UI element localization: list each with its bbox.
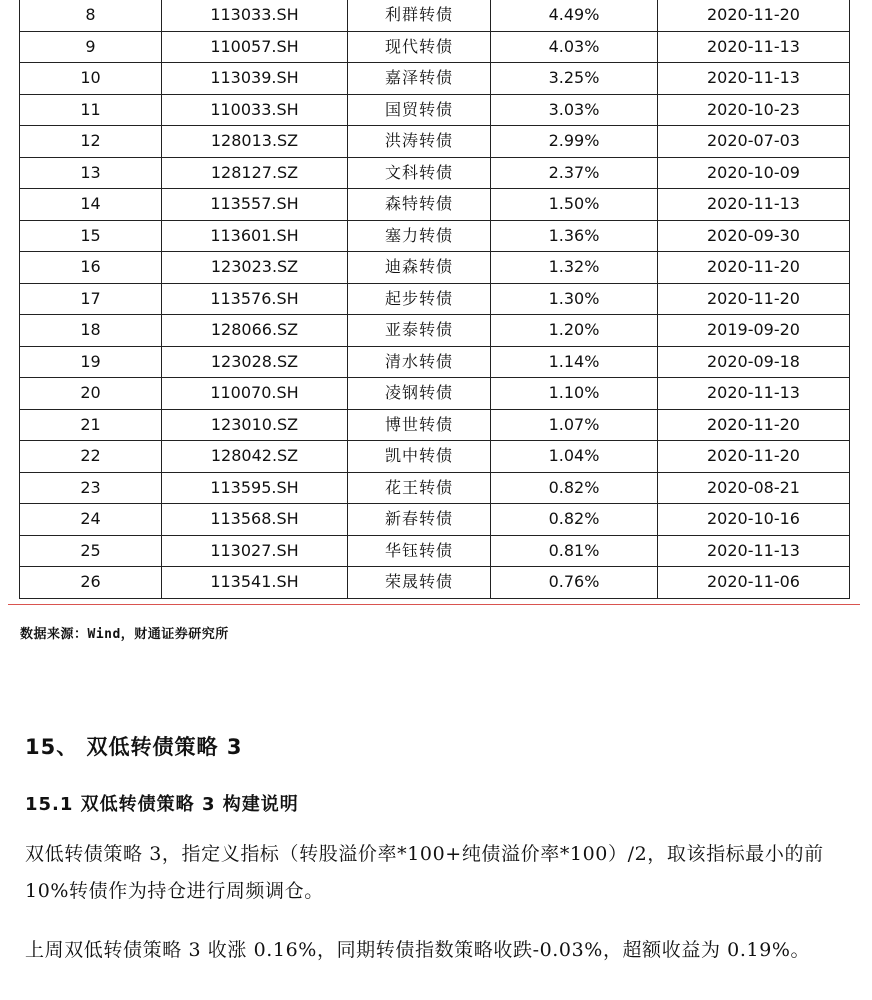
date-cell: 2020-09-18 (658, 346, 850, 378)
table-row (20, 126, 850, 158)
date-cell: 2020-11-13 (658, 63, 850, 95)
table-row (20, 472, 850, 504)
weight-cell: 1.07% (491, 409, 658, 441)
bond-name-cell: 博世转债 (348, 409, 491, 441)
table-row (20, 252, 850, 284)
bond-code-cell: 113027.SH (162, 535, 348, 567)
date-cell: 2020-07-03 (658, 126, 850, 158)
rank-cell: 13 (20, 157, 162, 189)
bond-code-cell: 113576.SH (162, 283, 348, 315)
strategy-description-paragraph: 双低转债策略 3，指定义指标（转股溢价率*100+纯债溢价率*100）/2，取该指标最小的前 10%转债作为持仓进行周频调仓。 (25, 843, 824, 902)
bond-code-cell: 113039.SH (162, 63, 348, 95)
weight-cell: 2.37% (491, 157, 658, 189)
weight-cell: 1.36% (491, 220, 658, 252)
table-row (20, 504, 850, 536)
bond-code-cell: 113541.SH (162, 567, 348, 599)
holdings-table (19, 0, 850, 599)
bond-name-cell: 荣晟转债 (348, 567, 491, 599)
rank-cell: 22 (20, 441, 162, 473)
bond-name-cell: 嘉泽转债 (348, 63, 491, 95)
bond-name-cell: 凯中转债 (348, 441, 491, 473)
weight-cell: 3.25% (491, 63, 658, 95)
bond-code-cell: 128013.SZ (162, 126, 348, 158)
bond-code-cell: 113568.SH (162, 504, 348, 536)
bond-name-cell: 利群转债 (348, 0, 491, 31)
weight-cell: 4.49% (491, 0, 658, 31)
rank-cell: 24 (20, 504, 162, 536)
table-row (20, 94, 850, 126)
weight-cell: 1.04% (491, 441, 658, 473)
weight-cell: 0.82% (491, 504, 658, 536)
bond-name-cell: 现代转债 (348, 31, 491, 63)
bond-name-cell: 清水转债 (348, 346, 491, 378)
date-cell: 2020-09-30 (658, 220, 850, 252)
rank-cell: 8 (20, 0, 162, 31)
rank-cell: 21 (20, 409, 162, 441)
date-cell: 2020-11-13 (658, 535, 850, 567)
bond-code-cell: 128042.SZ (162, 441, 348, 473)
date-cell: 2020-10-23 (658, 94, 850, 126)
subsection-heading: 15.1 双低转债策略 3 构建说明 (25, 794, 299, 815)
date-cell: 2020-11-20 (658, 252, 850, 284)
table-row (20, 31, 850, 63)
date-cell: 2020-08-21 (658, 472, 850, 504)
bond-name-cell: 塞力转债 (348, 220, 491, 252)
rank-cell: 10 (20, 63, 162, 95)
date-cell: 2020-10-09 (658, 157, 850, 189)
date-cell: 2020-10-16 (658, 504, 850, 536)
bond-name-cell: 凌钢转债 (348, 378, 491, 410)
table-row (20, 441, 850, 473)
table-row (20, 567, 850, 599)
weight-cell: 0.76% (491, 567, 658, 599)
bond-code-cell: 110057.SH (162, 31, 348, 63)
table-row (20, 157, 850, 189)
bond-code-cell: 110033.SH (162, 94, 348, 126)
table-row (20, 346, 850, 378)
weight-cell: 1.32% (491, 252, 658, 284)
weight-cell: 1.50% (491, 189, 658, 221)
date-cell: 2019-09-20 (658, 315, 850, 347)
weekly-performance-paragraph: 上周双低转债策略 3 收涨 0.16%，同期转债指数策略收跌-0.03%，超额收益为 0.19%。 (25, 939, 811, 961)
rank-cell: 14 (20, 189, 162, 221)
rank-cell: 18 (20, 315, 162, 347)
weight-cell: 1.30% (491, 283, 658, 315)
rank-cell: 12 (20, 126, 162, 158)
rank-cell: 26 (20, 567, 162, 599)
date-cell: 2020-11-20 (658, 409, 850, 441)
weight-cell: 1.20% (491, 315, 658, 347)
table-row (20, 315, 850, 347)
bond-code-cell: 123010.SZ (162, 409, 348, 441)
table-row (20, 283, 850, 315)
data-source-note: 数据来源：Wind，财通证券研究所 (20, 627, 229, 642)
bond-code-cell: 113601.SH (162, 220, 348, 252)
weight-cell: 0.82% (491, 472, 658, 504)
weight-cell: 3.03% (491, 94, 658, 126)
table-row (20, 409, 850, 441)
bond-name-cell: 森特转债 (348, 189, 491, 221)
bond-name-cell: 国贸转债 (348, 94, 491, 126)
holdings-table-body (20, 0, 850, 598)
rank-cell: 9 (20, 31, 162, 63)
rank-cell: 23 (20, 472, 162, 504)
rank-cell: 11 (20, 94, 162, 126)
bond-code-cell: 113595.SH (162, 472, 348, 504)
weight-cell: 4.03% (491, 31, 658, 63)
date-cell: 2020-11-13 (658, 31, 850, 63)
rank-cell: 20 (20, 378, 162, 410)
date-cell: 2020-11-20 (658, 441, 850, 473)
weight-cell: 2.99% (491, 126, 658, 158)
table-row (20, 0, 850, 31)
date-cell: 2020-11-13 (658, 189, 850, 221)
table-row (20, 63, 850, 95)
section-heading: 15、 双低转债策略 3 (25, 735, 243, 759)
weight-cell: 0.81% (491, 535, 658, 567)
rank-cell: 16 (20, 252, 162, 284)
bond-code-cell: 123023.SZ (162, 252, 348, 284)
bond-name-cell: 迪森转债 (348, 252, 491, 284)
rank-cell: 15 (20, 220, 162, 252)
weight-cell: 1.14% (491, 346, 658, 378)
bond-name-cell: 新春转债 (348, 504, 491, 536)
table-bottom-rule (8, 604, 860, 605)
rank-cell: 25 (20, 535, 162, 567)
bond-code-cell: 123028.SZ (162, 346, 348, 378)
date-cell: 2020-11-13 (658, 378, 850, 410)
bond-code-cell: 113033.SH (162, 0, 348, 31)
table-row (20, 535, 850, 567)
table-row (20, 378, 850, 410)
bond-name-cell: 起步转债 (348, 283, 491, 315)
date-cell: 2020-11-20 (658, 283, 850, 315)
bond-name-cell: 华钰转债 (348, 535, 491, 567)
table-row (20, 220, 850, 252)
bond-name-cell: 亚泰转债 (348, 315, 491, 347)
rank-cell: 17 (20, 283, 162, 315)
bond-code-cell: 128066.SZ (162, 315, 348, 347)
bond-code-cell: 110070.SH (162, 378, 348, 410)
date-cell: 2020-11-20 (658, 0, 850, 31)
bond-code-cell: 113557.SH (162, 189, 348, 221)
bond-name-cell: 洪涛转债 (348, 126, 491, 158)
bond-name-cell: 花王转债 (348, 472, 491, 504)
table-row (20, 189, 850, 221)
bond-name-cell: 文科转债 (348, 157, 491, 189)
date-cell: 2020-11-06 (658, 567, 850, 599)
weight-cell: 1.10% (491, 378, 658, 410)
bond-code-cell: 128127.SZ (162, 157, 348, 189)
rank-cell: 19 (20, 346, 162, 378)
